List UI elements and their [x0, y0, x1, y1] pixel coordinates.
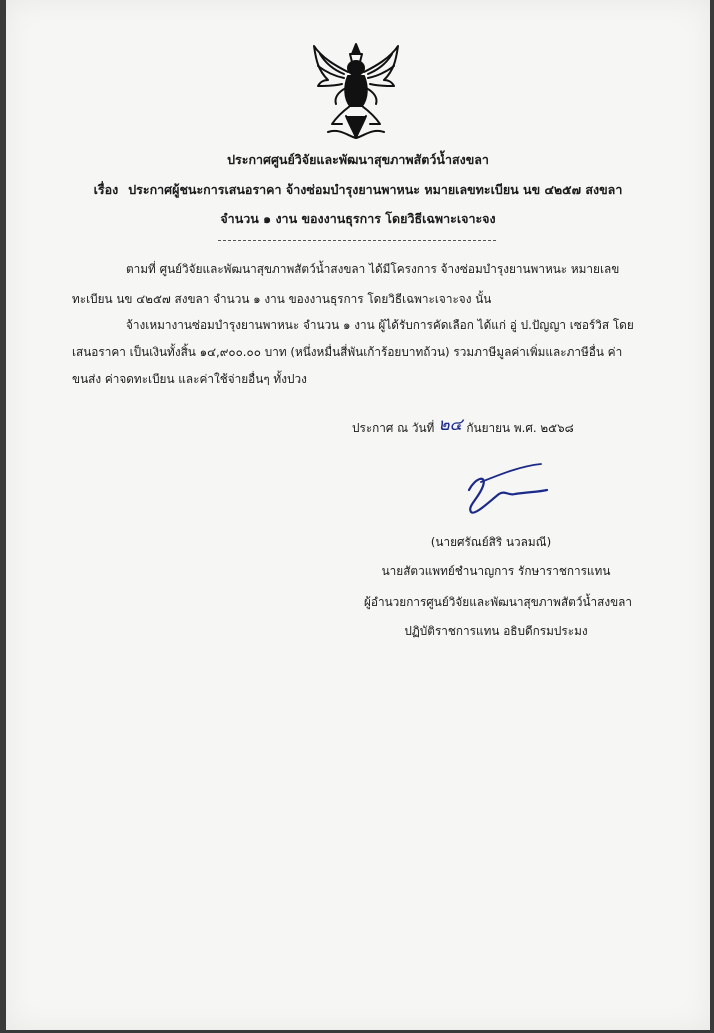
date-prefix: ประกาศ ณ วันที่ [352, 421, 435, 435]
garuda-emblem-icon [308, 40, 404, 142]
divider [218, 240, 496, 241]
signatory-position-1: นายสัตวแพทย์ชำนาญการ รักษาราชการแทน [381, 564, 611, 578]
paragraph-1-line-1: ตามที่ ศูนย์วิจัยและพัฒนาสุขภาพสัตว์น้ำสงขลา ได้มีโครงการ จ้างซ่อมบำรุงยานพาหนะ หมายเลข [126, 262, 620, 276]
paragraph-2-line-2: เสนอราคา เป็นเงินทั้งสิ้น ๑๔,๙๐๐.๐๐ บาท (หนึ่งหมื่นสี่พันเก้าร้อยบาทถ้วน) รวมภาษีมูลค่าเพิ่มและภาษีอื่น ค่า [72, 345, 623, 359]
date-day-handwritten: ๒๔ [438, 415, 463, 435]
paragraph-1-line-2: ทะเบียน นข ๔๒๕๗ สงขลา จำนวน ๑ งาน ของงานธุรการ โดยวิธีเฉพาะเจาะจง นั้น [72, 292, 492, 306]
paragraph-2-line-3: ขนส่ง ค่าจดทะเบียน และค่าใช้จ่ายอื่นๆ ทั้งปวง [72, 372, 307, 386]
paragraph-2-line-1: จ้างเหมางานซ่อมบำรุงยานพาหนะ จำนวน ๑ งาน ผู้ได้รับการคัดเลือก ได้แก่ อู่ ป.ปัญญา เซอร์วิส โดย [126, 318, 634, 332]
document-page [6, 0, 710, 1030]
signatory-name: (นายศรัณย์สิริ นวลมณี) [430, 535, 552, 549]
signatory-position-2: ผู้อำนวยการศูนย์วิจัยและพัฒนาสุขภาพสัตว์น้ำสงขลา [363, 595, 633, 609]
handwritten-signature [461, 460, 553, 522]
date-suffix: กันยายน พ.ศ. ๒๕๖๘ [466, 421, 574, 435]
subject-text: ประกาศผู้ชนะการเสนอราคา จ้างซ่อมบำรุงยานพาหนะ หมายเลขทะเบียน นข ๔๒๕๗ สงขลา [128, 182, 623, 197]
subject-label: เรื่อง [93, 182, 119, 197]
announcement-title: ประกาศศูนย์วิจัยและพัฒนาสุขภาพสัตว์น้ำสงขลา [227, 152, 489, 167]
signatory-position-3: ปฏิบัติราชการแทน อธิบดีกรมประมง [404, 624, 588, 638]
subject-line [6, 181, 710, 199]
subject-line-2: จำนวน ๑ งาน ของงานธุรการ โดยวิธีเฉพาะเจาะจง [220, 211, 496, 226]
date-line [352, 415, 574, 437]
